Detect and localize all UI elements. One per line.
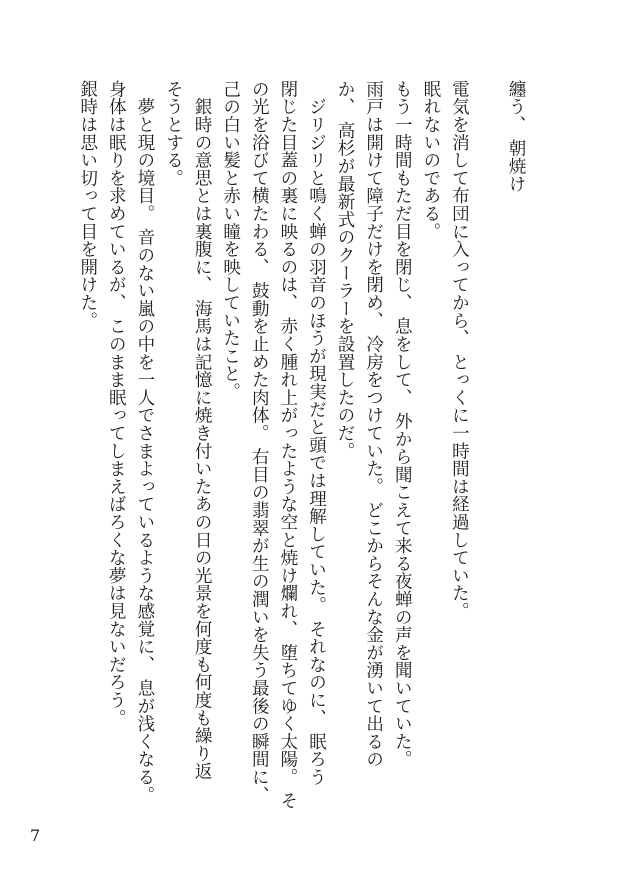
text-line: 身体は眠りを求めているが、 このまま眠ってしまえばろくな夢は見ないだろう。 [106,80,127,727]
text-line: の光を浴びて横たわる、 鼓動を止めた肉体。 右目の翡翠が生の潤いを失う最後の瞬間に、 [249,80,270,804]
text-line: 己の白い髪と赤い瞳を映していたこと。 [220,80,241,401]
text-line: もう一時間もただ目を閉じ、 息をして、 外から聞こえて来る夜蝉の声を聞いていた。 [392,80,413,769]
text-line: そうとする。 [163,80,184,187]
text-line: 銀時は思い切って目を開けた。 [77,80,98,330]
text-line: 閉じた目蓋の裏に映るのは、 赤く腫れ上がったような空と焼け爛れ、 堕ちてゆく太陽。 そ [277,80,298,810]
text-line: か、 高杉が最新式のクーラーを設置したのだ。 [335,80,356,460]
text-line: 夢と現の境目。 音のない嵐の中を一人でさまよっているような感覚に、 息が浅くなる。 [134,80,155,804]
text-line: 眠れないのである。 [420,80,441,241]
text-line: 雨戸は開けて障子だけを閉め、 冷房をつけていた。 どこからそんな金が湧いて出るの [363,80,384,769]
text-line: ジリジリと鳴く蝉の羽音のほうが現実だと頭では理解していた。 それなのに、 眠ろう [306,80,327,786]
page-number: 7 [30,826,41,845]
text-line: 銀時の意思とは裏腹に、 海馬は記憶に焼き付いたあの日の光景を何度も何度も繰り返 [192,80,213,781]
chapter-title: 纏う、 朝焼け [506,80,526,193]
text-line: 電気を消して布団に入ってから、 とっくに一時間は経過していた。 [449,80,470,620]
vertical-text-body [73,80,530,810]
